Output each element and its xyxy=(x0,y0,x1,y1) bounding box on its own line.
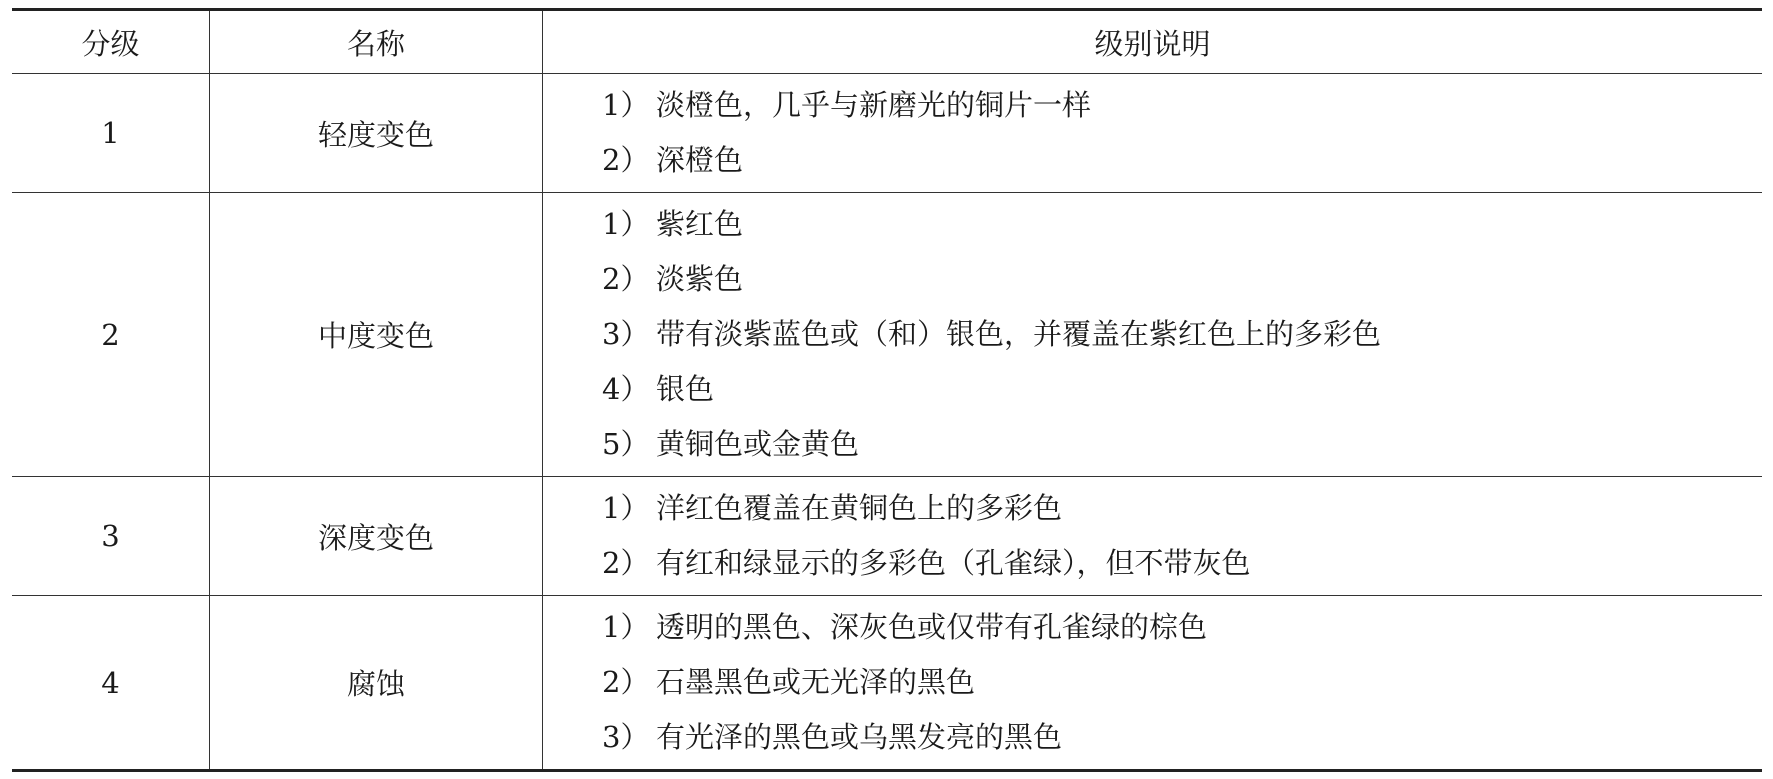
description-item xyxy=(602,307,1762,362)
description-item-index: 2） xyxy=(602,262,650,296)
description-item-text: 紫红色 xyxy=(656,207,744,241)
header-level: 分级 xyxy=(12,10,210,74)
name-cell: 中度变色 xyxy=(210,193,543,477)
level-cell: 4 xyxy=(12,596,210,771)
description-item-text: 洋红色覆盖在黄铜色上的多彩色 xyxy=(656,491,1063,525)
description-item-text: 透明的黑色、深灰色或仅带有孔雀绿的棕色 xyxy=(656,610,1208,644)
header-description: 级别说明 xyxy=(543,10,1763,74)
grade-table xyxy=(12,8,1762,772)
description-item xyxy=(602,133,1762,188)
level-cell: 2 xyxy=(12,193,210,477)
description-cell xyxy=(543,193,1763,477)
description-item-index: 3） xyxy=(602,317,650,351)
description-item xyxy=(602,536,1762,591)
name-cell: 腐蚀 xyxy=(210,596,543,771)
description-item-index: 1） xyxy=(602,491,650,525)
description-item-text: 淡紫色 xyxy=(656,262,744,296)
table-row xyxy=(12,74,1762,193)
description-item-index: 2） xyxy=(602,546,650,580)
name-cell: 轻度变色 xyxy=(210,74,543,193)
description-item-index: 2） xyxy=(602,665,650,699)
name-cell: 深度变色 xyxy=(210,477,543,596)
description-item-text: 有光泽的黑色或乌黑发亮的黑色 xyxy=(656,720,1063,754)
description-item xyxy=(602,710,1762,765)
table-row xyxy=(12,193,1762,477)
description-item-index: 1） xyxy=(602,88,650,122)
description-cell xyxy=(543,74,1763,193)
description-item xyxy=(602,655,1762,710)
description-item xyxy=(602,362,1762,417)
description-cell xyxy=(543,596,1763,771)
table-body xyxy=(12,74,1762,771)
table-header xyxy=(12,10,1762,74)
header-name: 名称 xyxy=(210,10,543,74)
description-item-text: 黄铜色或金黄色 xyxy=(656,427,860,461)
description-item xyxy=(602,78,1762,133)
description-item xyxy=(602,417,1762,472)
description-item-text: 有红和绿显示的多彩色（孔雀绿），但不带灰色 xyxy=(656,546,1251,580)
description-item-index: 1） xyxy=(602,207,650,241)
description-item-index: 2） xyxy=(602,143,650,177)
description-item-text: 深橙色 xyxy=(656,143,744,177)
description-item-index: 4） xyxy=(602,372,650,406)
description-item-index: 3） xyxy=(602,720,650,754)
description-item xyxy=(602,252,1762,307)
header-row xyxy=(12,10,1762,74)
description-cell xyxy=(543,477,1763,596)
description-item-text: 淡橙色，几乎与新磨光的铜片一样 xyxy=(656,88,1092,122)
table-row xyxy=(12,477,1762,596)
description-item-text: 石墨黑色或无光泽的黑色 xyxy=(656,665,976,699)
description-item-index: 1） xyxy=(602,610,650,644)
description-item-index: 5） xyxy=(602,427,650,461)
level-cell: 3 xyxy=(12,477,210,596)
description-item xyxy=(602,481,1762,536)
description-item-text: 带有淡紫蓝色或（和）银色，并覆盖在紫红色上的多彩色 xyxy=(656,317,1382,351)
table-row xyxy=(12,596,1762,771)
description-item xyxy=(602,197,1762,252)
description-item xyxy=(602,600,1762,655)
description-item-text: 银色 xyxy=(656,372,715,406)
level-cell: 1 xyxy=(101,116,120,150)
